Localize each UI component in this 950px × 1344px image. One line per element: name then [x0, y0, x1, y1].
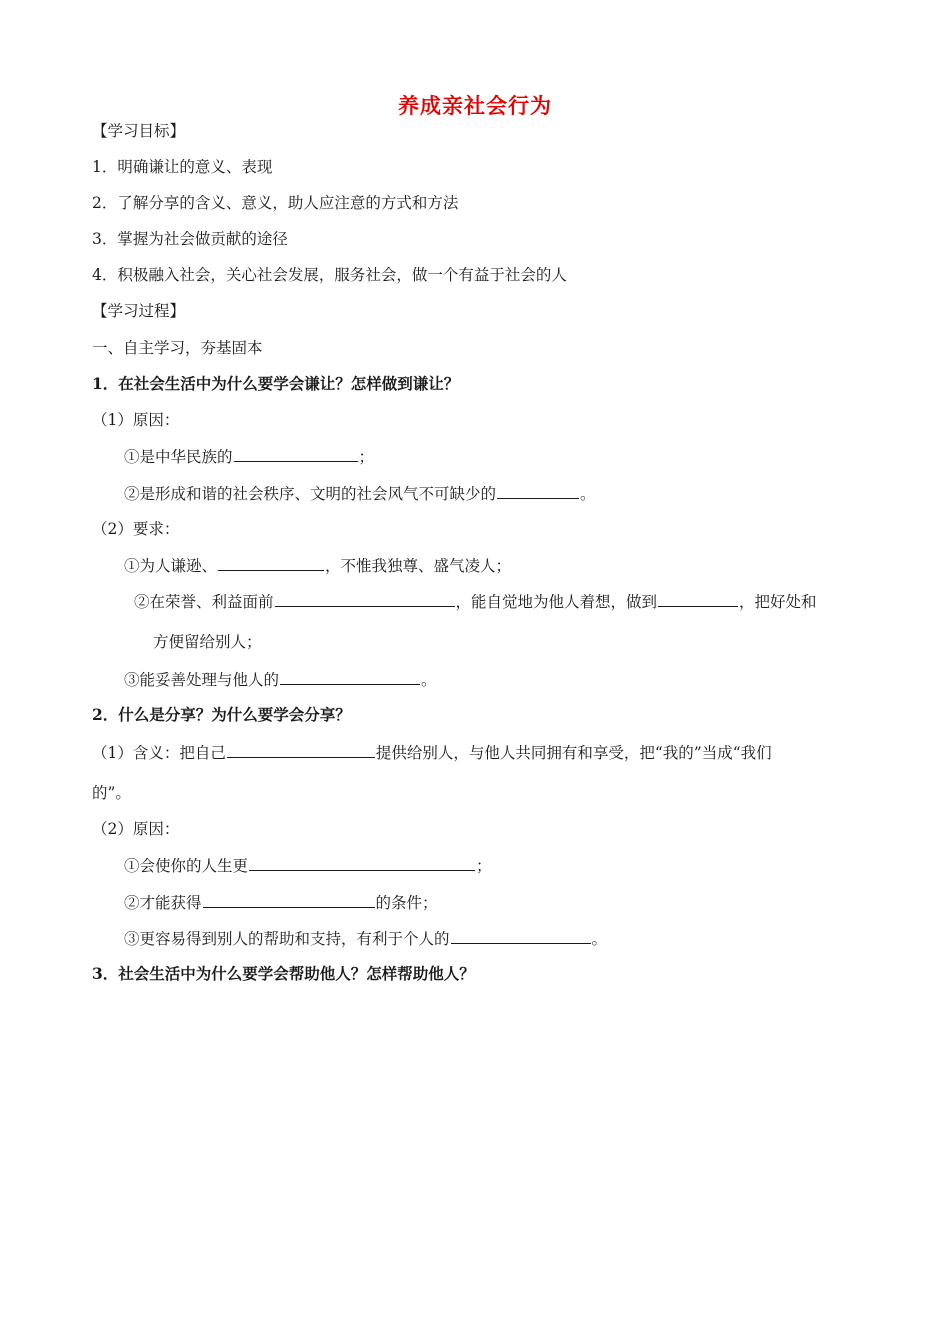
q2-definition: （1）含义：把自己 提供给别人，与他人共同拥有和享受，把“我的”当成“我们: [92, 744, 772, 762]
fill-blank[interactable]: [451, 928, 591, 944]
q2-reason-label: （2）原因：: [92, 820, 180, 838]
fill-blank[interactable]: [234, 446, 358, 462]
fill-blank[interactable]: [497, 483, 579, 499]
fill-blank[interactable]: [203, 892, 375, 908]
q1-reason-1: ①是中华民族的 ；: [124, 448, 375, 466]
q2-definition-continued: 的”。: [92, 784, 131, 802]
fill-blank[interactable]: [249, 855, 475, 871]
q2-reason-1: ①会使你的人生更 ；: [124, 857, 492, 875]
q1-reason-1-text: ①是中华民族的: [124, 448, 233, 466]
q1-requirement-2-continued: 方便留给别人；: [153, 633, 262, 651]
q2-reason-3: ③更容易得到别人的帮助和支持，有利于个人的 。: [124, 930, 608, 948]
fill-blank[interactable]: [227, 742, 375, 758]
q1-requirement-3: ③能妥善处理与他人的 。: [124, 671, 437, 689]
section-heading: 一、自主学习，夯基固本: [92, 339, 263, 357]
fill-blank[interactable]: [218, 555, 324, 571]
goal-item-1: 1．明确谦让的意义、表现: [92, 158, 273, 176]
q1-reason-2: ②是形成和谐的社会秩序、文明的社会风气不可缺少的 。: [124, 485, 596, 503]
fill-blank[interactable]: [658, 591, 738, 607]
q1-requirement-2: ②在荣誉、利益面前 ，能自觉地为他人着想，做到 ，把好处和: [134, 593, 817, 611]
goals-header: 【学习目标】: [92, 122, 186, 140]
question-1-title: 1．在社会生活中为什么要学会谦让？怎样做到谦让？: [92, 374, 460, 393]
fill-blank[interactable]: [280, 669, 420, 685]
fill-blank[interactable]: [275, 591, 455, 607]
question-2-title: 2．什么是分享？为什么要学会分享？: [92, 705, 351, 724]
goal-item-2: 2．了解分享的含义、意义，助人应注意的方式和方法: [92, 194, 459, 212]
q2-reason-2: ②才能获得 的条件；: [124, 894, 438, 912]
q1-reason-label: （1）原因：: [92, 411, 180, 429]
q1-requirement-1: ①为人谦逊、 ，不惟我独尊、盛气凌人；: [124, 557, 512, 575]
q1-requirement-label: （2）要求：: [92, 520, 180, 538]
page-title: 养成亲社会行为: [398, 93, 552, 118]
goal-item-3: 3．掌握为社会做贡献的途径: [92, 230, 288, 248]
goal-item-4: 4．积极融入社会，关心社会发展，服务社会，做一个有益于社会的人: [92, 266, 567, 284]
question-3-title: 3．社会生活中为什么要学会帮助他人？怎样帮助他人？: [92, 964, 475, 983]
process-header: 【学习过程】: [92, 302, 186, 320]
q1-reason-2-text: ②是形成和谐的社会秩序、文明的社会风气不可缺少的: [124, 485, 497, 503]
